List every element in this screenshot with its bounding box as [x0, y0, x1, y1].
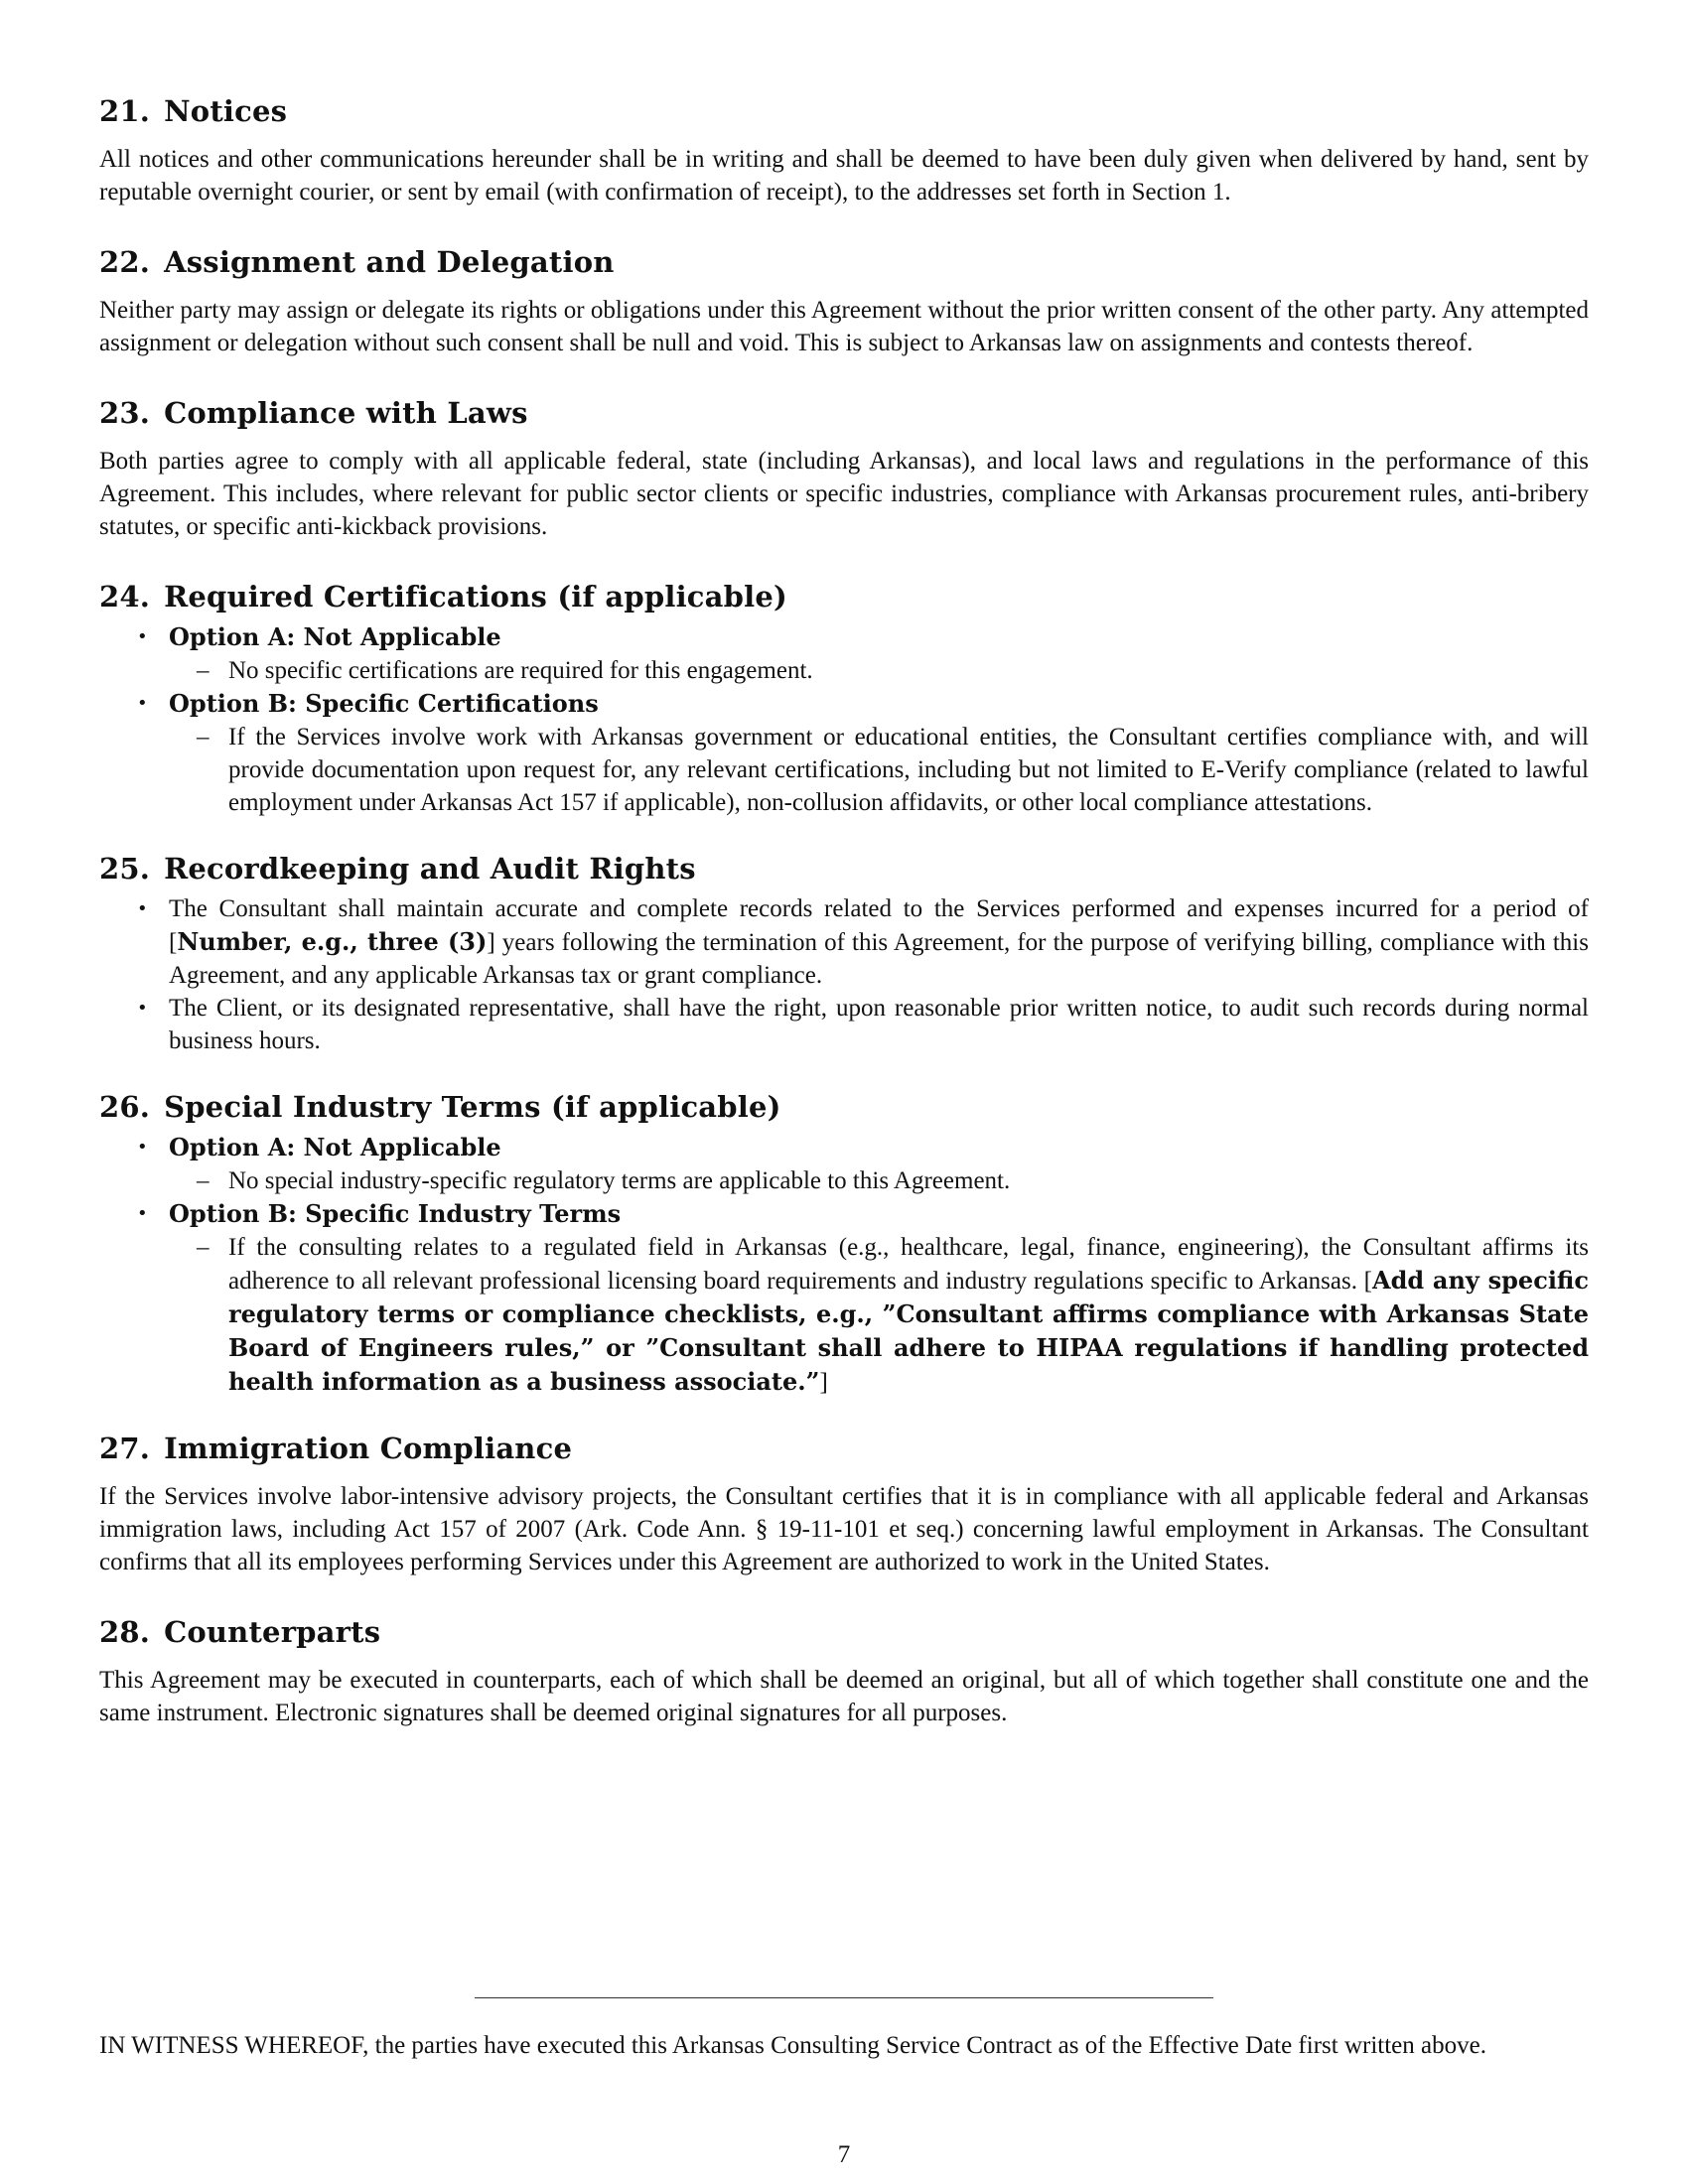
section-heading: 25. Recordkeeping and Audit Rights — [99, 852, 696, 886]
list-item — [99, 1131, 1589, 1197]
section-24 — [99, 577, 1589, 819]
section-title: Recordkeeping and Audit Rights — [164, 852, 696, 886]
section-heading: 26. Special Industry Terms (if applicable) — [99, 1090, 781, 1124]
section-heading: 23. Compliance with Laws — [99, 396, 528, 430]
option-title: Option B: Specific Industry Terms — [169, 1199, 622, 1228]
section-21 — [99, 91, 1589, 208]
list-item — [99, 1197, 1589, 1399]
section-26 — [99, 1087, 1589, 1399]
bullet-list — [99, 892, 1589, 1057]
list-item: • The Consultant shall maintain accurate and complete records related to the Services performed and expenses incurred for a period of [Number, e.g., three (3)] years following the termination of this Agreement, for the purpose of verifying billing, compliance with this Agreement, and any applicable Arkansas tax or grant compliance. — [99, 892, 1589, 992]
section-title: Notices — [164, 94, 288, 128]
option-title: Option B: Specific Certifications — [169, 689, 599, 718]
section-body: Both parties agree to comply with all applicable federal, state (including Arkansas), and local laws and regulations in the performance of this Agreement. This includes, where relevant for public sector clients or specific industries, compliance with Arkansas procurement rules, anti-bribery statutes, or specific anti-kickback provisions. — [99, 448, 1589, 540]
section-heading: 21. Notices — [99, 94, 288, 128]
section-body: Neither party may assign or delegate its rights or obligations under this Agreement without the prior written consent of the other party. Any attempted assignment or delegation without such consent shall be null and void. This is subject to Arkansas law on assignments and contests thereof. — [99, 297, 1589, 356]
section-body: If the Services involve labor-intensive advisory projects, the Consultant certifies that it is in compliance with all applicable federal and Arkansas immigration laws, including Act 157 of 2007 (Ark. Code Ann. § 19-11-101 et seq.) concerning lawful employment in Arkansas. The Consultant confirms that all its employees performing Services under this Agreement are authorized to work in the United States. — [99, 1483, 1589, 1575]
section-title: Assignment and Delegation — [164, 245, 615, 279]
section-heading: 27. Immigration Compliance — [99, 1432, 573, 1465]
witness-clause: IN WITNESS WHEREOF, the parties have executed this Arkansas Consulting Service Contract as of the Effective Date first written above. — [99, 2032, 1486, 2059]
sub-list-item: – If the Services involve work with Arkansas government or educational entities, the Consultant certifies compliance with, and will provide documentation upon request for, any relevant certifications, including but not limited to E-Verify compliance (related to lawful employment under Arkansas Act 157 if applicable), non-collusion affidavits, or other local compliance attestations. — [169, 721, 1589, 819]
section-25 — [99, 849, 1589, 1057]
section-22 — [99, 242, 1589, 359]
divider — [475, 1997, 1213, 1998]
section-heading: 28. Counterparts — [99, 1615, 381, 1649]
section-title: Special Industry Terms (if applicable) — [164, 1090, 781, 1124]
placeholder-text: Number, e.g., three (3) — [177, 927, 488, 956]
list-item — [99, 620, 1589, 687]
section-23 — [99, 393, 1589, 543]
list-item: • The Client, or its designated representative, shall have the right, upon reasonable prior written notice, to audit such records during normal business hours. — [99, 992, 1589, 1057]
section-heading: 22. Assignment and Delegation — [99, 245, 615, 279]
sub-list-item: – No specific certifications are required for this engagement. — [169, 654, 1589, 687]
section-body: This Agreement may be executed in counterparts, each of which shall be deemed an original, but all of which together shall constitute one and the same instrument. Electronic signatures shall be deemed original signatures for all purposes. — [99, 1667, 1589, 1726]
list-item — [99, 687, 1589, 819]
section-body: All notices and other communications hereunder shall be in writing and shall be deemed to have been duly given when delivered by hand, sent by reputable overnight courier, or sent by email (with confirmation of receipt), to the addresses set forth in Section 1. — [99, 146, 1589, 205]
section-title: Required Certifications (if applicable) — [164, 580, 787, 614]
section-27 — [99, 1429, 1589, 1578]
option-title: Option A: Not Applicable — [169, 622, 501, 651]
options-list — [99, 620, 1589, 819]
section-heading: 24. Required Certifications (if applicable) — [99, 580, 787, 614]
sub-list-item: – No special industry-specific regulatory terms are applicable to this Agreement. — [169, 1164, 1589, 1197]
sub-list-item: – If the consulting relates to a regulated field in Arkansas (e.g., healthcare, legal, finance, engineering), the Consultant affirms its adherence to all relevant professional licensing board requirements and industry regulations specific to Arkansas. [Add any specific regulatory terms or compliance checklists, e.g., ”Consultant affirms compliance with Arkansas State Board of Engineers rules,” or ”Consultant shall adhere to HIPAA regulations if handling protected health information as a business associate.”] — [169, 1231, 1589, 1399]
options-list — [99, 1131, 1589, 1399]
page-number: 7 — [837, 2141, 851, 2168]
option-title: Option A: Not Applicable — [169, 1133, 501, 1161]
section-title: Counterparts — [164, 1615, 381, 1649]
section-title: Immigration Compliance — [164, 1432, 573, 1465]
document-page — [99, 91, 1589, 1763]
section-28 — [99, 1612, 1589, 1729]
section-title: Compliance with Laws — [164, 396, 528, 430]
placeholder-text: Add any specific regulatory terms or compliance checklists, e.g., ”Consultant affirms compliance with Arkansas State Board of Engineers rules,” or ”Consultant shall adhere to HIPAA regulations if handling protected health information as a business associate.” — [228, 1266, 1589, 1396]
